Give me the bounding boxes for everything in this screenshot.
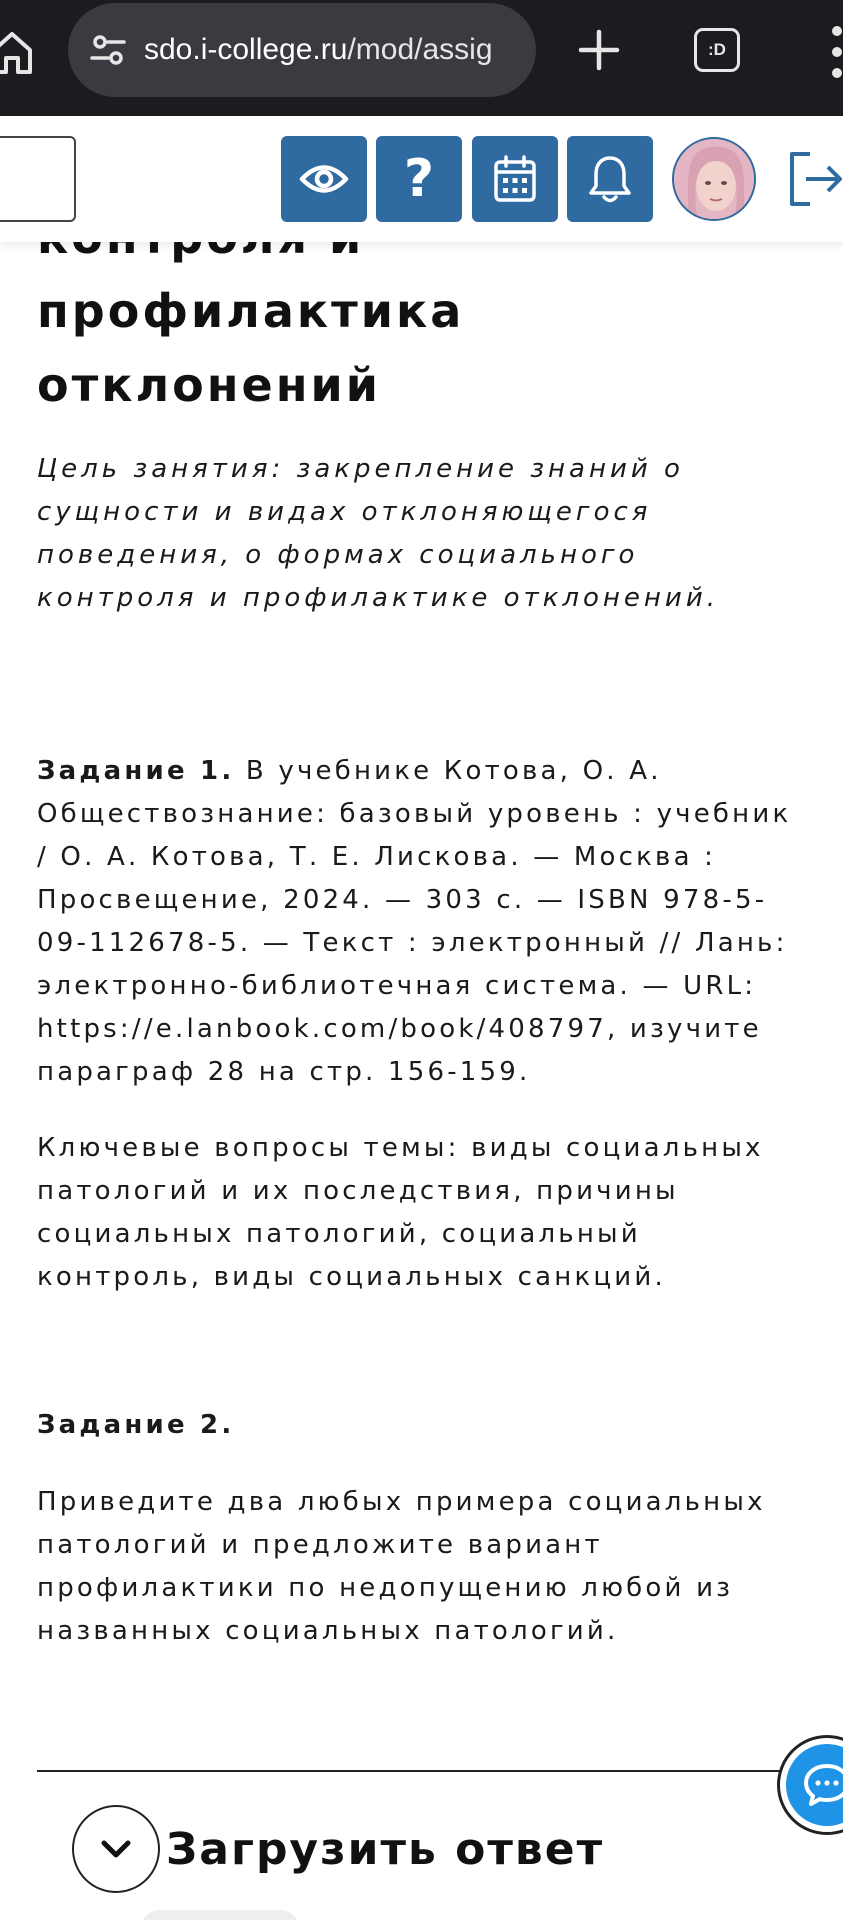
task1-label: Задание 1. — [37, 756, 235, 786]
key-questions: Ключевые вопросы темы: виды социальных патологий и их последствия, причины социальных патологий, социальный контроль, виды социальных санкций. — [37, 1133, 764, 1292]
task1-paragraph — [37, 750, 797, 1094]
url-domain: sdo.i-college.ru — [144, 33, 348, 66]
help-icon: ? — [403, 149, 435, 209]
calendar-icon — [493, 155, 537, 203]
home-button[interactable] — [0, 22, 34, 82]
section-divider — [37, 1770, 797, 1772]
bell-icon — [588, 154, 632, 204]
eye-icon — [299, 162, 349, 196]
chevron-down-icon — [98, 1837, 134, 1861]
site-header — [0, 118, 843, 242]
tab-switcher-button[interactable] — [694, 28, 740, 72]
search-field[interactable] — [0, 136, 76, 222]
assignment-content — [37, 200, 797, 1653]
url-path: /mod/assig — [347, 33, 493, 66]
upload-answer-section[interactable] — [72, 1805, 604, 1893]
user-photo — [674, 139, 756, 221]
plus-icon — [577, 28, 621, 72]
logout-button[interactable] — [786, 148, 843, 210]
expand-toggle[interactable] — [72, 1805, 160, 1893]
task2-label: Задание 2. — [37, 1410, 235, 1440]
new-tab-button[interactable] — [575, 20, 623, 80]
logout-icon — [786, 148, 843, 210]
help-button[interactable] — [376, 136, 462, 222]
lesson-purpose: Цель занятия: закрепление знаний о сущности и видах отклоняющегося поведения, о формах социального контроля и профилактике отклонений. — [37, 454, 719, 613]
chat-icon — [786, 1744, 843, 1826]
site-settings-icon[interactable] — [88, 30, 128, 70]
address-bar[interactable] — [68, 3, 536, 97]
home-icon — [0, 28, 34, 76]
tab-switcher-icon: :D — [708, 40, 726, 59]
avatar[interactable] — [672, 137, 756, 221]
accessibility-button[interactable] — [281, 136, 367, 222]
browser-toolbar — [0, 0, 843, 116]
partial-element — [140, 1910, 300, 1920]
task2-text: Приведите два любых примера социальных патологий и предложите вариант профилактики по недопущению любой из названных социальных патологий. — [37, 1487, 766, 1646]
chat-button[interactable] — [777, 1735, 843, 1835]
page-title-line1: профилактика — [37, 284, 465, 338]
page-title-line2: отклонений — [37, 358, 382, 412]
url-text — [144, 33, 493, 67]
calendar-button[interactable] — [472, 136, 558, 222]
upload-answer-title: Загрузить ответ — [166, 1823, 605, 1875]
notifications-button[interactable] — [567, 136, 653, 222]
more-vert-icon[interactable] — [822, 22, 843, 82]
task1-text: В учебнике Котова, О. А. Обществознание: базовый уровень : учебник / О. А. Котова, Т. Е. Лискова. — Москва : Просвещение, 2024. — 303 с. — ISBN 978-5-09-112678-5. — Текст : электронный // Лань: электронно-библиотечная система. — URL: https://e.lanbook.com/book/408797, изучите параграф 28 на стр. 156-159. — [37, 756, 792, 1087]
